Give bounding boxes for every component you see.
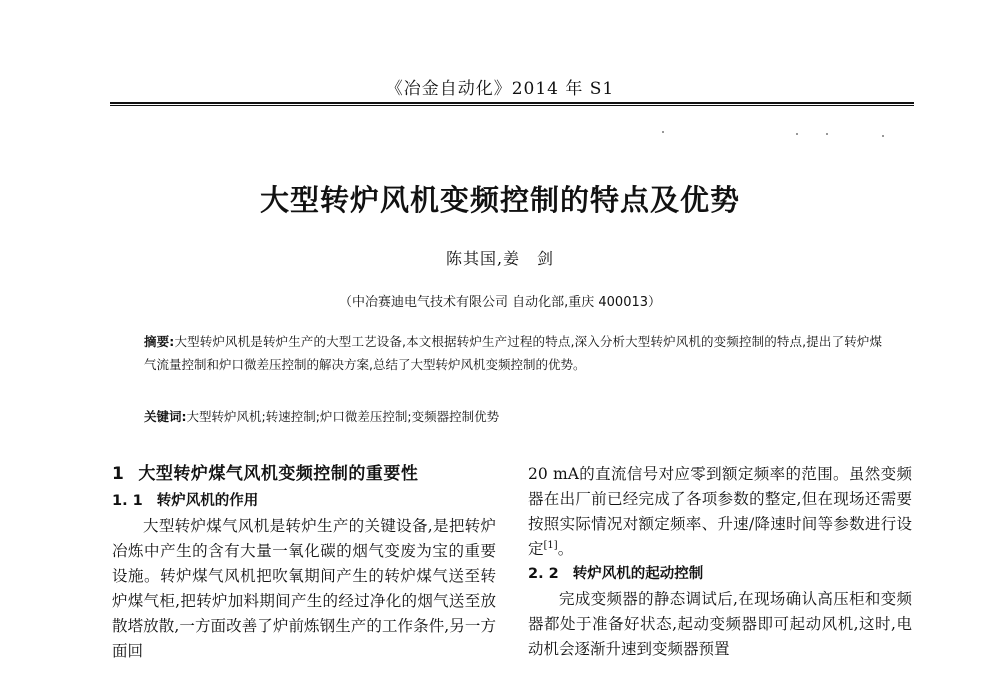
section-1-1-number: 1. 1 [112, 493, 143, 509]
section-1-number: 1 [112, 464, 125, 484]
paper-title: 大型转炉风机变频控制的特点及优势 [259, 183, 740, 217]
body-paragraph-continued [528, 462, 912, 562]
left-column [112, 462, 496, 664]
keywords-block [144, 405, 882, 428]
scan-speck [882, 135, 884, 137]
abstract-block [144, 330, 882, 376]
body-paragraph-2: 完成变频器的静态调试后,在现场确认高压柜和变频器都处于准备好状态,起动变频器即可起动风机,这时,电动机会逐渐升速到变频器预置 [528, 590, 912, 658]
paper-authors: 陈其国,姜 剑 [445, 249, 555, 268]
header-rule-thick [110, 102, 914, 104]
paper-affiliation: （中冶赛迪电气技术有限公司 自动化部,重庆 400013） [338, 295, 662, 310]
section-1-heading [112, 462, 496, 487]
section-2-2-number: 2. 2 [528, 566, 559, 582]
body-paragraph-1: 大型转炉煤气风机是转炉生产的关键设备,是把转炉冶炼中产生的含有大量一氧化碳的烟气变废为宝的重要设施。转炉煤气风机把吹氧期间产生的转炉煤气送至转炉煤气柜,把转炉加料期间产生的经过净化的烟气送至放散塔放散,一方面改善了炉前炼钢生产的工作条件,另一方面回 [112, 517, 496, 660]
scan-speck [662, 131, 664, 133]
section-1-1-heading [112, 489, 496, 514]
abstract-label: 摘要: [144, 334, 175, 349]
right-column [528, 462, 912, 662]
header-rule-thin [110, 105, 914, 106]
section-1-title: 大型转炉煤气风机变频控制的重要性 [138, 464, 419, 484]
continued-text: 20 mA的直流信号对应零到额定频率的范围。虽然变频器在出厂前已经完成了各项参数的整定,但在现场还需要按照实际情况对额定频率、升速/降速时间等参数进行设定 [528, 465, 912, 558]
abstract-text: 大型转炉风机是转炉生产的大型工艺设备,本文根据转炉生产过程的特点,深入分析大型转炉风机的变频控制的特点,提出了转炉煤气流量控制和炉口微差压控制的解决方案,总结了大型转炉风机变频控制的优势。 [144, 334, 882, 372]
section-2-2-title: 转炉风机的起动控制 [572, 566, 704, 582]
keywords-label: 关键词: [144, 409, 187, 424]
scan-speck [796, 133, 798, 135]
scan-speck [826, 133, 828, 135]
citation-ref: [1] [543, 539, 558, 551]
journal-header: 《冶金自动化》2014 年 S1 [385, 79, 615, 99]
keywords-text: 大型转炉风机;转速控制;炉口微差压控制;变频器控制优势 [186, 409, 500, 424]
continued-text-end: 。 [557, 540, 574, 558]
section-1-1-title: 转炉风机的作用 [156, 493, 259, 509]
section-2-2-heading [528, 562, 912, 587]
